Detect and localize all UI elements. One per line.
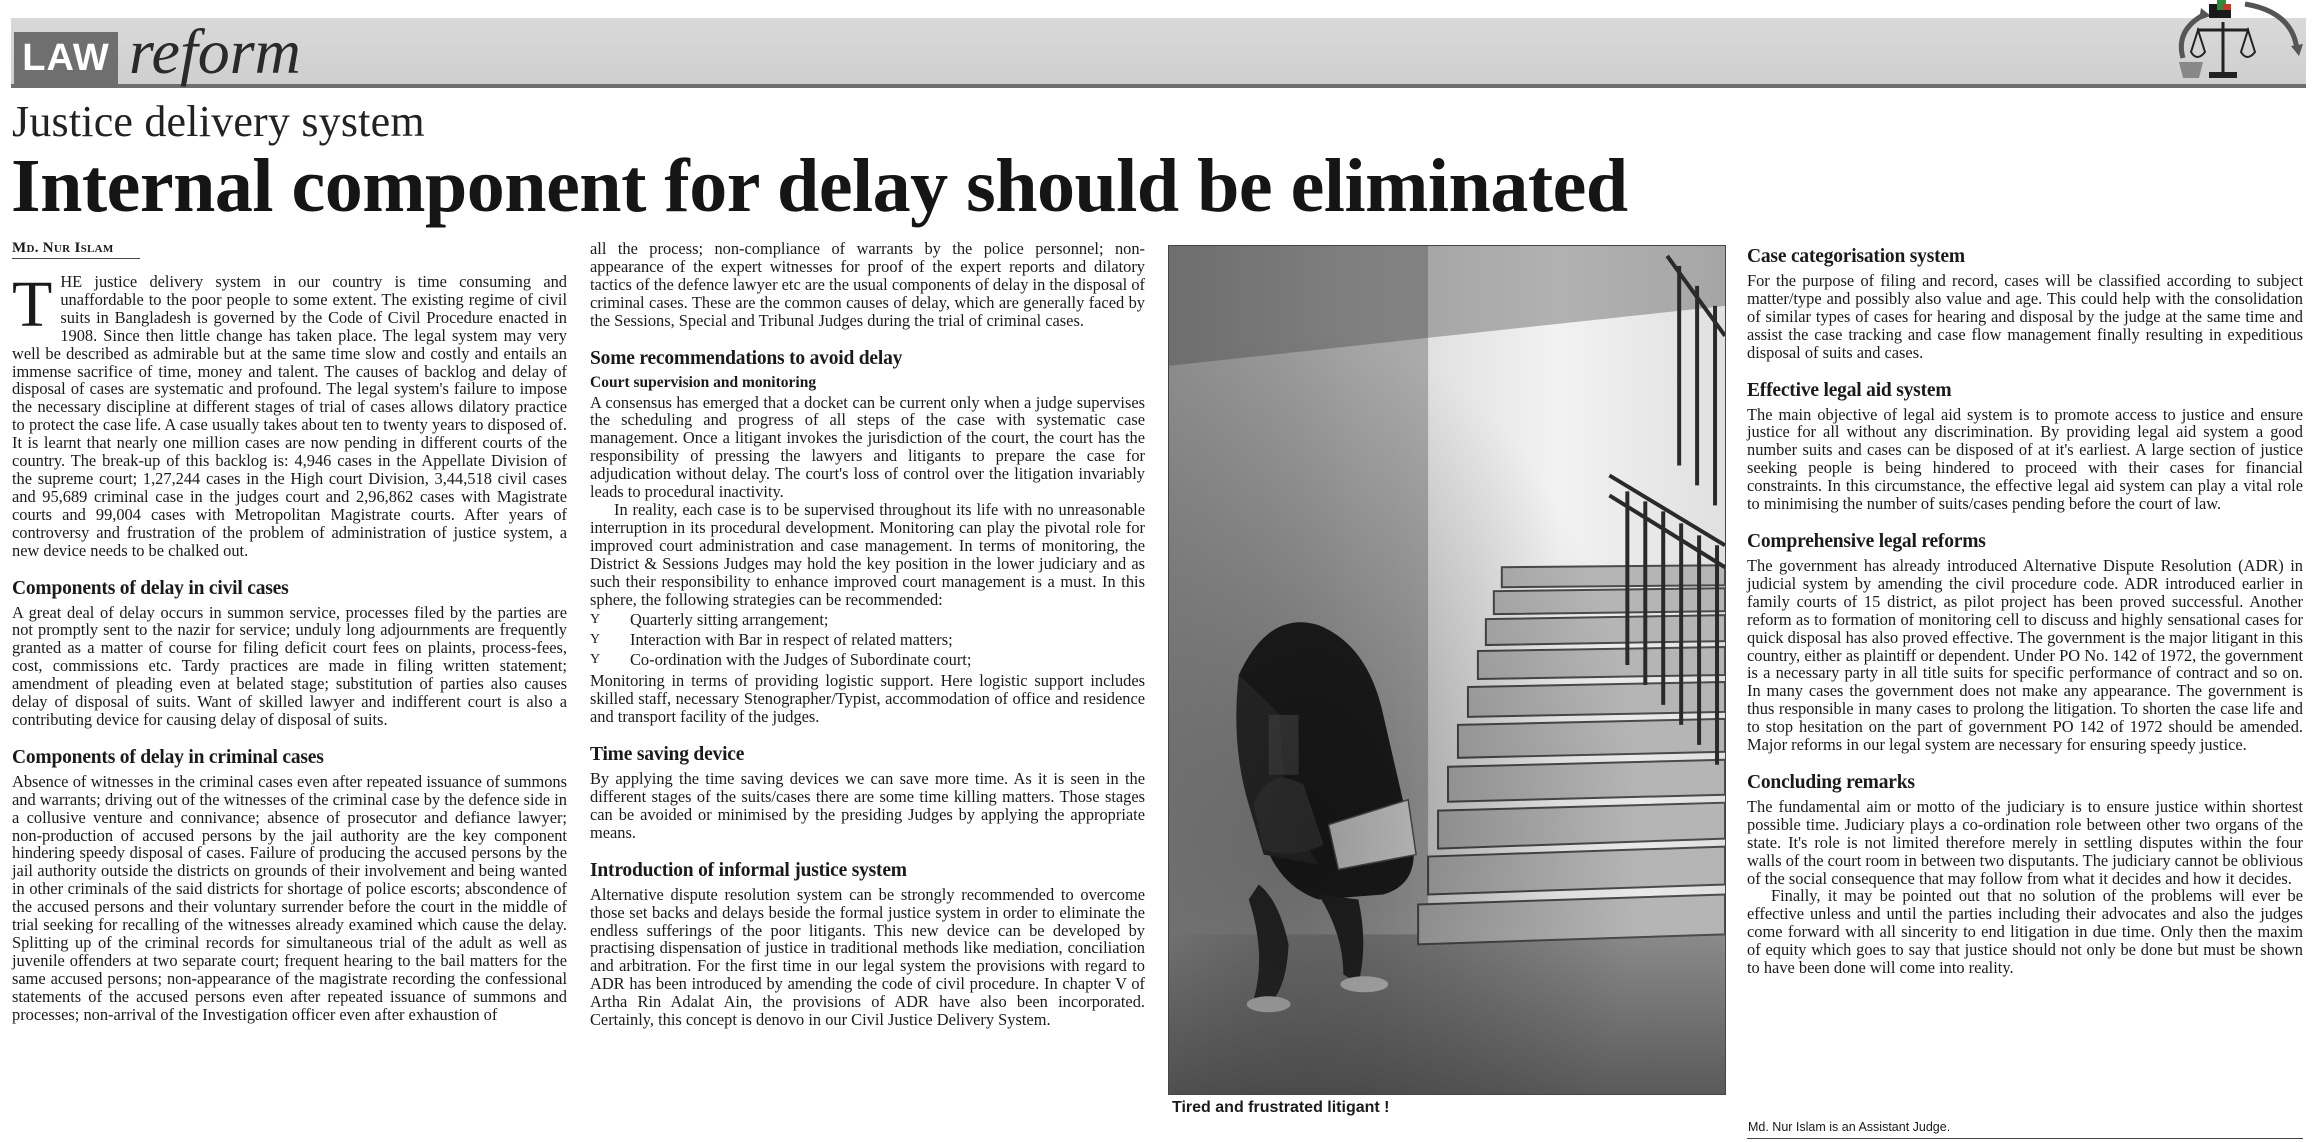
subhead-criminal-delay: Components of delay in criminal cases [12,746,324,768]
list-item: Y Quarterly sitting arrangement; [590,610,1145,630]
paragraph-civil-delay: A great deal of delay occurs in summon service, processes filed by the parties are not promptly sent to the nazir for service; unduly long adjournments are frequently granted as a matter of course for filing deficit court fees on plaints, process-fees, cost, commissions etc. Tardy practices are made in filing written statement; amendment of pleading even at belated stage; substitution of parties also causes delay of disposal of suits. Want of skilled lawyer and indifferent court is also a contributing device for causing delay of disposal of suits. [12,602,567,729]
photo [1168,245,1726,1095]
paragraph-reality: In reality, each case is to be supervised throughout its life with no unreasonable interruption in its procedural development. Monitoring can play the pivotal role for improved court administration and case management. In terms of monitoring, the District & Sessions Judges may hold the key position in the lower judiciary and as such their responsibility to enhance improved court management is a must. In this sphere, the following strategies can be recommended: [590,499,1145,609]
section-tag: LAW [14,32,118,84]
section-banner [11,18,2306,88]
column-2 [590,240,1145,1029]
subhead-concluding-remarks: Concluding remarks [1747,771,1915,793]
drop-cap: T [12,268,53,341]
author-note: Md. Nur Islam is an Assistant Judge. [1748,1120,1951,1134]
column-1 [12,240,567,1024]
minorhead-court-supervision: Court supervision and monitoring [590,373,817,391]
paragraph-court-supervision: A consensus has emerged that a docket can be current only when a judge supervises the scheduling and progress of all steps of the case with systematic case management. Once a litigant invokes the jurisdiction of the court, the court has the responsibility of pressing the lawyers and litigants to prepare the case for adjudication without delay. The court's loss of control over the litigation invariably leads to procedural inactivity. [590,392,1145,502]
paragraph-final: Finally, it may be pointed out that no solution of the problems will ever be effective unless and until the parties including their advocates and also the judges come forward with all sincerity to end litigation in due time. Only then the maxim of equity which goes to say that justice should not only be done but must be shown to have been done will come into reality. [1747,886,2303,978]
column-4 [1747,240,2303,977]
paragraph-monitoring: Monitoring in terms of providing logistic support. Here logistic support includes skilled staff, necessary Stenographer/Typist, accommodation of office and residence and transport facility of the judges. [590,671,1145,727]
paragraph-time-saving: By applying the time saving devices we can save more time. As it is seen in the different stages of the suits/cases there are some time killing matters. Those stages can be avoided or minimised by the presiding Judges by applying the appropriate means. [590,769,1145,842]
subhead-recommendations: Some recommendations to avoid delay [590,347,903,369]
paragraph-case-categorisation: For the purpose of filing and record, cases will be classified according to subject matter/type and possibly also value and age. This could help with the consolidation of similar types of cases for hearing and disposal by the judge at the same time and assist the case tracking and case flow management finally resulting in expeditious disposal of suits and cases. [1747,271,2303,362]
paragraph-informal-justice: Alternative dispute resolution system can be strongly recommended to overcome those set backs and delays beside the formal justice system in order to eliminate the endless sufferings of the poor litigants. This new device can be developed by practising dispensation of justice in traditional methods like mediation, conciliation and arbitration. For the first time in our legal system the provisions with regard to ADR has been introduced by amending the code of civil procedure. In chapter V of Artha Rin Adalat Ain, the provisions of ADR have also been incorporated. Certainly, this concept is denovo in our Civil Justice Delivery System. [590,884,1145,1030]
section-word: reform [129,16,301,87]
paragraph-criminal-continued: all the process; non-compliance of warrants by the police personnel; non-appearance of the expert witnesses for proof of the expert reports and dilatory tactics of the defence lawyer etc are the usual components of delay in the disposal of criminal cases. These are the common causes of delay, which are generally faced by the Sessions, Special and Tribunal Judges during the trial of criminal cases. [590,239,1145,330]
paragraph-legal-reforms: The government has already introduced Alternative Dispute Resolution (ADR) in judicial system by amending the civil procedure code. ADR introduced earlier in family courts of 15 district, as pilot project has been proved successful. Another reform as to formation of monitoring cell to discuss and highly sensational cases for quick disposal has also proved effective. The government is the major litigant in this country, either as plaintiff or dependent. Under PO No. 142 of 1972, the government is a necessary party in all title suits for specific performance of contract and so on. In many cases the government does not make any appearance. The government is thus responsible in many cases to prolong the litigation. To shorten the case life and to stop hesitation on the part of government PO 142 of 1972 should be amended. Major reforms in our legal system are necessary for ensuring speedy justice. [1747,555,2303,755]
list-item: Y Interaction with Bar in respect of related matters; [590,630,1145,650]
subhead-legal-reforms: Comprehensive legal reforms [1747,530,1986,552]
paragraph-legal-aid: The main objective of legal aid system is to promote access to justice and ensure justice for all without any discrimination. By providing legal aid system a good number suits and cases can be disposed of at it's earliest. A large section of justice seeking people is being hindered to proceed with their cases for financial constraints. In this circumstance, the effective legal aid system can play a vital role to minimising the number of suits/cases pending before the court of law. [1747,404,2303,514]
subhead-case-categorisation: Case categorisation system [1747,246,1965,267]
paragraph-concluding: The fundamental aim or motto of the judiciary is to ensure justice within shortest possible time. Judiciary plays a co-ordination role between other two organs of the state. It's role is not limited therefore merely in settling disputes within the four walls of the court room in between two disputants. The judiciary cannot be oblivious of the social consequence that may follow from what it decides and how it decides. [1747,796,2303,888]
divider [1747,1138,2303,1139]
strategy-list [590,610,1145,670]
byline: Md. Nur Islam [12,240,140,259]
photo-caption: Tired and frustrated litigant ! [1172,1099,1390,1116]
headline: Internal component for delay should be eliminated [11,144,1628,228]
scales-of-justice-icon [2165,0,2310,86]
subhead-time-saving: Time saving device [590,744,745,766]
subhead-legal-aid: Effective legal aid system [1747,379,1952,401]
subhead-informal-justice: Introduction of informal justice system [590,859,907,881]
paragraph-criminal-delay: Absence of witnesses in the criminal cases even after repeated issuance of summons and warrants; driving out of the witnesses of the criminal case by the defence side in a collusive venture and connivance; absence of prosecutor and defiance lawyer; non-production of accused persons by the jail authority are the key component hindering speedy disposal of cases. Failure of producing the accused persons by the jail authority outside the districts on grounds of their involvement and being wanted in other criminals of the said districts for shortage of police escorts; abscondence of the accused persons and their voluntary surrender before the court in the middle of trial seeking for recalling of the witnesses already examined which cause the delay. Splitting up of the criminal records for simultaneous trial of the adult as well as juvenile offenders at two separate court; frequent hearing to the bail matters for the same accused persons; non-appearance of the magistrate recording the confessional statements of the accused persons even after repeated issuance of summons and processes; non-arrival of the Investigation officer even after exhaustion of [12,771,567,1024]
subhead-civil-delay: Components of delay in civil cases [12,577,289,599]
kicker: Justice delivery system [12,97,425,146]
list-item: Y Co-ordination with the Judges of Subordinate court; [590,650,1145,670]
intro-paragraph: THE justice delivery system in our country is time consuming and unaffordable to the poor people to some extent. The existing regime of civil suits in Bangladesh is governed by the Code of Civil Procedure enacted in 1908. Since then little change has taken place. The legal system may very well be described as admirable but at the same time slow and costly and entails an immense sacrifice of time, money and talent. The causes of backlog and delay of disposal of cases are systematic and profound. The legal system's failure to impose the necessary discipline at different stages of trial of cases allows dilatory practice to protect the case life. A case usually takes about ten to twenty years to disposed of. It is learnt that nearly one million cases are now pending in different courts of the country. The break-up of this backlog is: 4,946 cases in the Appellate Division of the supreme court; 1,27,244 cases in the High court Division, 3,44,518 civil cases and 95,689 criminal case in the judges court and 2,96,862 cases with Magistrate courts and 99,004 cases with Metropolitan Magistrate courts. After years of controversy and frustration of the problem of administration of justice system, a new device needs to be chalked out. [12,268,567,560]
litigant-on-stairs-photo [1168,245,1726,1095]
